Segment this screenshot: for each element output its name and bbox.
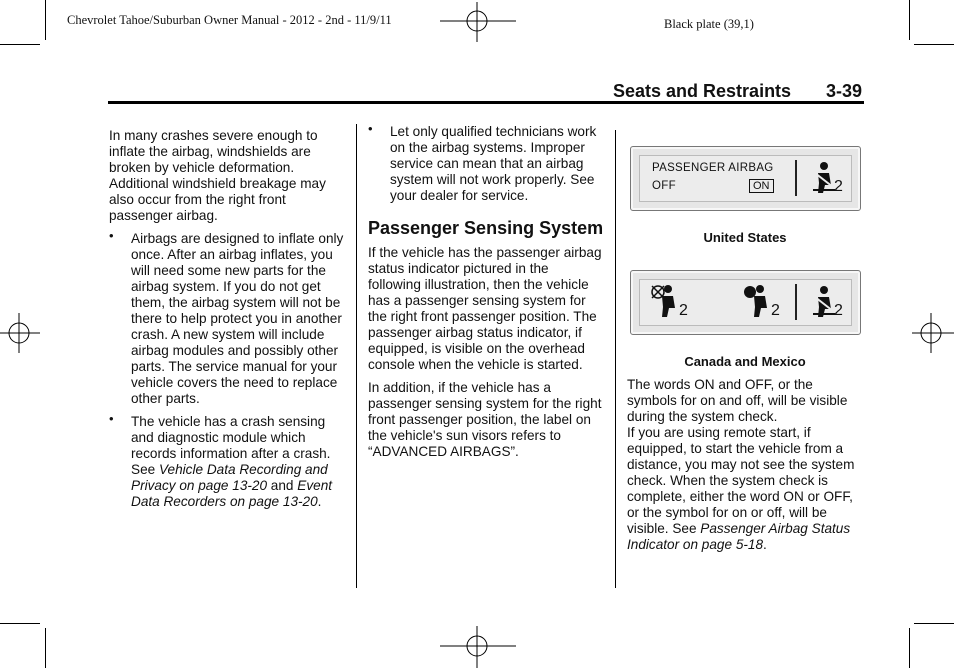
crop-mark: [45, 0, 46, 40]
body-paragraph: The words ON and OFF, or the symbols for on and off, will be visible during the system check.: [627, 377, 848, 424]
bullet-text: and: [267, 478, 298, 493]
crop-mark: [909, 0, 910, 40]
crop-mark: [914, 44, 954, 45]
column-divider: [356, 124, 357, 588]
crop-mark: [0, 623, 40, 624]
bullet-icon: •: [109, 228, 114, 243]
body-text: .: [763, 537, 767, 552]
cross-reference[interactable]: Vehicle Data Recording and Privacy on page 13-20: [131, 462, 328, 493]
subsection-heading: Passenger Sensing System: [368, 218, 604, 238]
cross-reference[interactable]: Passenger Airbag Status Indicator on page 5-18: [627, 521, 851, 552]
registration-mark: [0, 313, 40, 353]
panel-seat-number: 2: [771, 302, 780, 319]
bullet-text: Airbags are designed to inflate only once. After an airbag inflates, you will need some new parts for the airbag system. If you do not get them, the airbag system will not be there to help protect you in another crash. A new system will include airbag modules and possibly other parts. The service manual for your vehicle covers the need to replace other parts.: [131, 231, 344, 406]
body-paragraph: [627, 425, 863, 553]
column-3-text: [627, 377, 863, 560]
registration-mark: [440, 2, 516, 42]
crop-mark: [45, 628, 46, 668]
bullet-text: The vehicle has a crash sensing and diagnostic module which records information after a crash. See: [131, 414, 331, 477]
panel-seat-number: 2: [679, 302, 688, 319]
seatbelt-icon: [809, 285, 837, 319]
body-paragraph: In addition, if the vehicle has a passenger sensing system for the right front passenger position, the label on the vehicle's sun visors refers to “ADVANCED AIRBAGS”.: [368, 380, 602, 459]
column-1: [109, 128, 347, 517]
panel-divider: [795, 284, 797, 320]
list-item: [368, 121, 604, 204]
panel-seat-number: 2: [834, 178, 843, 195]
plate-info: Black plate (39,1): [664, 17, 754, 31]
bullet-text: Let only qualified technicians work on the airbag systems. Improper service can mean that an airbag system will not work properly. See your dealer for service.: [390, 124, 597, 203]
intro-paragraph: In many crashes severe enough to inflate the airbag, windshields are broken by vehicle deformation. Additional windshield breakage may also occur from the right front passenger airbag.: [109, 128, 326, 223]
panel-seat-number: 2: [834, 302, 843, 319]
crop-mark: [0, 44, 40, 45]
panel-label: PASSENGER AIRBAG: [652, 162, 774, 174]
caption-canada-mexico: Canada and Mexico: [684, 354, 806, 369]
crop-mark: [914, 623, 954, 624]
cross-reference[interactable]: Event Data Recorders on page 13-20: [131, 478, 333, 509]
airbag-status-panel-canada-mexico: [630, 270, 861, 335]
column-2: [368, 121, 604, 467]
panel-on-label: ON: [749, 179, 774, 193]
crop-mark: [909, 628, 910, 668]
bullet-icon: •: [109, 411, 114, 426]
registration-mark: [440, 626, 516, 668]
airbag-status-panel-us: [630, 146, 861, 211]
section-title: Seats and Restraints: [613, 81, 792, 101]
bullet-text: .: [317, 494, 322, 509]
bullet-icon: •: [368, 121, 373, 136]
body-paragraph: If the vehicle has the passenger airbag status indicator pictured in the following illustration, then the vehicle has a passenger sensing system for the right front passenger position. The passenger airbag status indicator, if equipped, is visible on the overhead console when the vehicle is started.: [368, 245, 602, 372]
body-text: If you are using remote start, if equipped, to start the vehicle from a distance, you may not see the system check. When the system check is complete, either the word ON or OFF, or the symbol for on or off, will be visible. See: [627, 425, 855, 536]
header-rule: [108, 101, 864, 104]
doc-info: Chevrolet Tahoe/Suburban Owner Manual - 2012 - 2nd - 11/9/11: [67, 13, 392, 27]
panel-divider: [795, 160, 797, 196]
caption-us: United States: [703, 230, 787, 245]
registration-mark: [912, 313, 954, 353]
list-item: [109, 411, 347, 510]
panel-off-label: OFF: [652, 180, 676, 192]
page-number: 3-39: [826, 81, 863, 101]
list-item: [109, 228, 347, 407]
seatbelt-icon: [809, 161, 837, 195]
column-divider: [615, 130, 616, 588]
